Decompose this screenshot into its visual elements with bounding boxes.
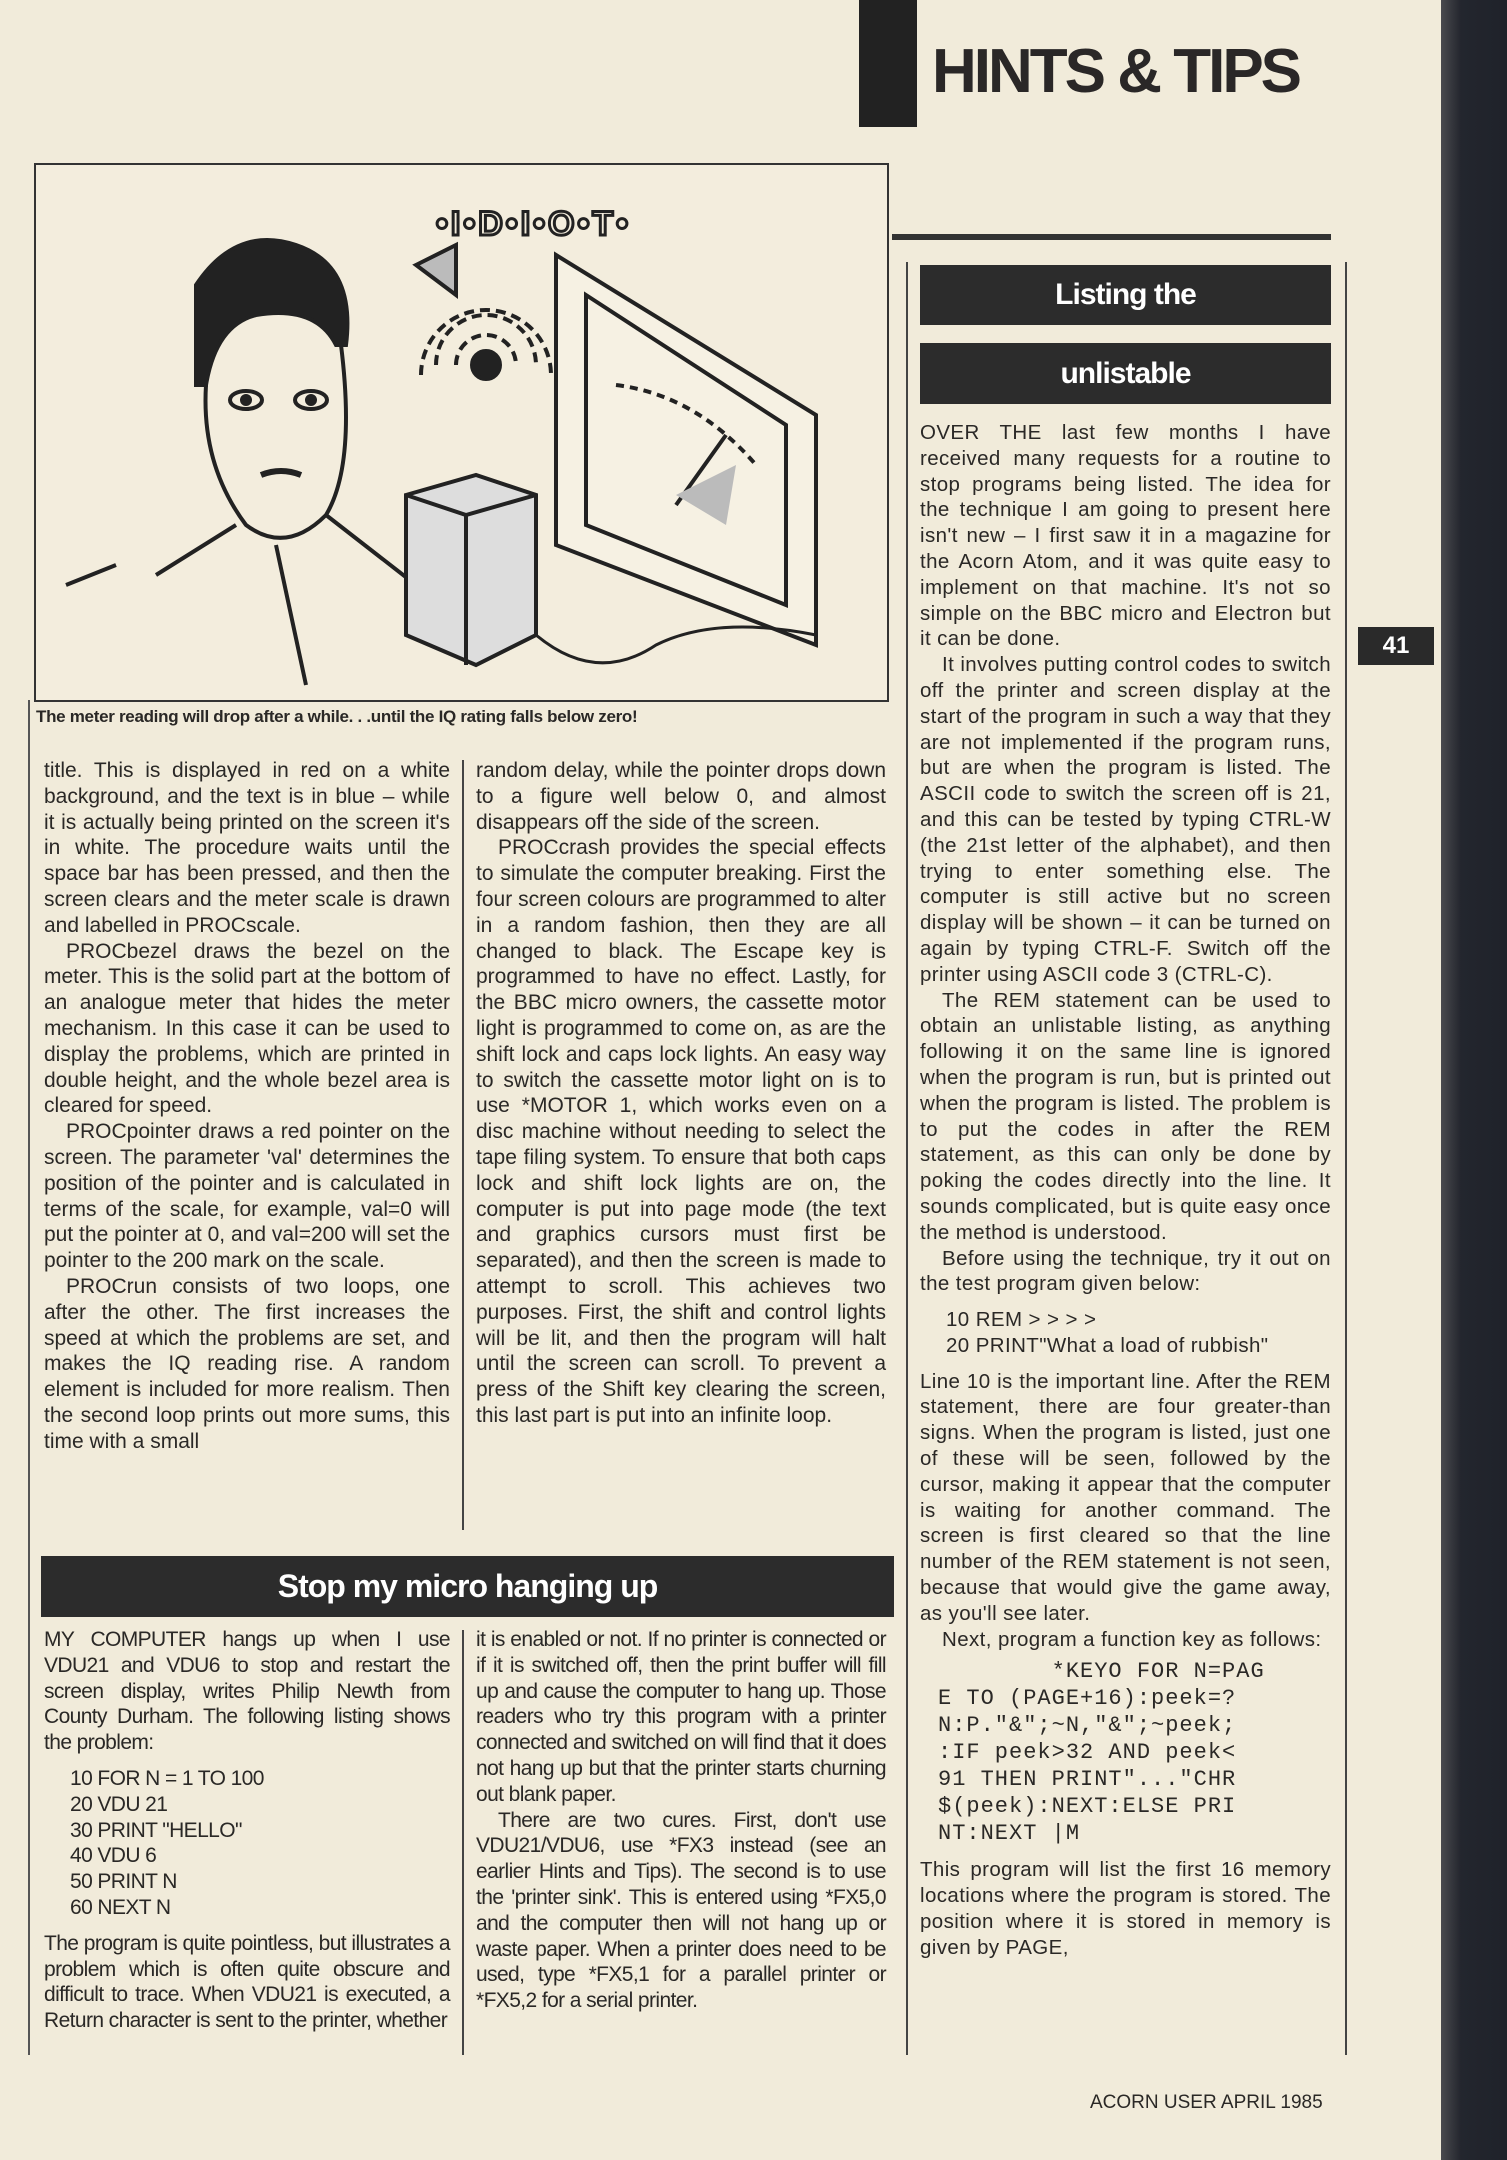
paragraph: PROCpointer draws a red pointer on the screen. The parameter 'val' determines the position of the pointer and is calculated in terms of the scale, for example, val=0 will put the pointer at 0, and val=200 will set the pointer to the 200 mark on the scale. bbox=[44, 1120, 450, 1273]
binding-edge bbox=[1441, 0, 1507, 2160]
listing-article-body bbox=[920, 420, 1331, 1961]
hanging-article-column-2 bbox=[476, 1627, 886, 2014]
code-line: 10 FOR N = 1 TO 100 bbox=[70, 1766, 264, 1790]
code-line: 20 VDU 21 bbox=[70, 1792, 168, 1816]
svg-text:•I•D•I•O•T•: •I•D•I•O•T• bbox=[436, 205, 632, 243]
code-line: 10 REM > > > > bbox=[946, 1308, 1097, 1332]
paragraph: It involves putting control codes to switch off the printer and screen display at the start of the program in such a way that they are not implemented if the program runs, but are when the program is listed. The ASCII code to switch the screen off is 21, and this can be tested by typing CTRL-W (the 21st letter of the alphabet), and then trying to enter something else. The computer is still active but no screen display will be shown – it can be turned on again by typing CTRL-F. Switch off the printer using ASCII code 3 (CTRL-C). bbox=[920, 653, 1331, 986]
code-listing bbox=[946, 1307, 1331, 1359]
code-line: 30 PRINT "HELLO" bbox=[70, 1818, 242, 1842]
column-divider bbox=[462, 760, 464, 1530]
code-line: 40 VDU 6 bbox=[70, 1844, 157, 1868]
paragraph: title. This is displayed in red on a white background, and the text is in blue – while it is actually being printed on the screen it's in white. The procedure waits until the space bar has been pressed, and then the screen clears and the meter scale is drawn and labelled in PROCscale. bbox=[44, 759, 450, 937]
paragraph: Next, program a function key as follows: bbox=[942, 1627, 1322, 1651]
illustration-caption: The meter reading will drop after a while. . .until the IQ rating falls below zero! bbox=[36, 707, 638, 726]
paragraph: The program is quite pointless, but illustrates a problem which is often quite obscure and difficult to trace. When VDU21 is executed, a Return character is sent to the printer, whether bbox=[44, 1931, 450, 2033]
code-line: 20 PRINT"What a load of rubbish" bbox=[946, 1333, 1269, 1357]
article-heading-line-1: Listing the bbox=[920, 265, 1331, 325]
paragraph: PROCrun consists of two loops, one after the other. The first increases the speed at which the problems are set, and makes the IQ reading rise. A random element is included for more realism. Then the second loop prints out more sums, this time with a small bbox=[44, 1274, 450, 1453]
hanging-article-column-1 bbox=[44, 1627, 450, 2034]
idiot-logo bbox=[436, 205, 631, 243]
article-heading-line-2: unlistable bbox=[920, 343, 1331, 404]
paragraph: PROCbezel draws the bezel on the meter. This is the solid part at the bottom of an analogue meter that hides the meter mechanism. In this case it can be used to display the problems, which are printed in double height, and the whole bezel area is cleared for speed. bbox=[44, 939, 450, 1118]
function-key-listing: *KEYO FOR N=PAG E TO (PAGE+16):peek=? N:P."&";~N,"&";~peek; :IF peek>32 AND peek< 91 THEN PRINT"..."CHR $(peek):NEXT:ELSE PRI NT:NEXT |M bbox=[938, 1659, 1265, 1847]
paragraph: MY COMPUTER hangs up when I use VDU21 and VDU6 to stop and restart the screen display, writes Philip Newth from County Durham. The following listing shows the problem: bbox=[44, 1628, 450, 1755]
paragraph: it is enabled or not. If no printer is connected or if it is switched off, then the print buffer will fill up and cause the computer to hang up. Those readers who try this program with a printer connected and switched on will find that it does not hang up but that the printer starts churning out blank paper. bbox=[476, 1628, 886, 1806]
page-number: 41 bbox=[1358, 627, 1434, 665]
page-footer: ACORN USER APRIL 1985 bbox=[1090, 2092, 1323, 2113]
code-line: 60 NEXT N bbox=[70, 1895, 171, 1919]
heading-rule bbox=[892, 234, 1331, 240]
paragraph: Line 10 is the important line. After the REM statement, there are four greater-than signs. When the program is listed, just one of these will be seen, followed by the cursor, making it appear that the computer is waiting for another command. The screen is first cleared so that the line number of the REM statement is not seen, because that would give the game away, as you'll see later. bbox=[920, 1369, 1331, 1625]
paragraph: PROCcrash provides the special effects to simulate the computer breaking. First the four screen colours are programmed to alter in a random fashion, then they are all changed to black. The Escape key is programmed to have no effect. Lastly, for the BBC micro owners, the cassette motor light is programmed to come on, as are the shift lock and caps lock lights. An easy way to switch the cassette motor light on is to use *MOTOR 1, which works even on a disc machine without needing to select the tape filing system. To ensure that both caps lock and shift lock lights are on, the computer is put into page mode (the text and graphics cursors must first be separated), and then the screen is made to attempt to scroll. This achieves two purposes. First, the shift and control lights will be lit, and then the program will halt until the screen can scroll. To prevent a press of the Shift key clearing the screen, this last part is put into an infinite loop. bbox=[476, 836, 886, 1427]
paragraph: This program will list the first 16 memory locations where the program is stored. The position where it is stored in memory is given by PAGE, bbox=[920, 1858, 1331, 1959]
column-rule bbox=[906, 262, 908, 2055]
paragraph: OVER THE last few months I have received many requests for a routine to stop programs being listed. The idea for the technique I am going to present here isn't new – I first saw it in a magazine for the Acorn Atom, and it was quite easy to implement on that machine. It's not so simple on the BBC micro and Electron but it can be done. bbox=[920, 421, 1331, 651]
illustration bbox=[34, 163, 889, 702]
header-bar bbox=[859, 0, 917, 127]
section-title: HINTS & TIPS bbox=[932, 37, 1300, 106]
article-continued-column-2 bbox=[476, 758, 886, 1429]
paragraph: Before using the technique, try it out on the test program given below: bbox=[920, 1246, 1331, 1296]
code-line: 50 PRINT N bbox=[70, 1870, 177, 1894]
article-heading: Stop my micro hanging up bbox=[41, 1556, 894, 1617]
article-continued-column-1 bbox=[44, 758, 450, 1455]
paragraph: There are two cures. First, don't use VDU21/VDU6, use *FX3 instead (see an earlier Hints and Tips). The second is to use the 'printer sink'. This is entered using *FX5,0 and the computer then will not hang up or waste paper. When a printer does need to be used, type *FX5,1 for a parallel printer or *FX5,2 for a serial printer. bbox=[476, 1808, 886, 2013]
idiot-meter-illustration bbox=[36, 165, 887, 700]
code-listing bbox=[70, 1766, 450, 1921]
column-rule bbox=[1345, 262, 1347, 2055]
paragraph: random delay, while the pointer drops down to a figure well below 0, and almost disappears off the side of the screen. bbox=[476, 759, 886, 834]
column-rule bbox=[28, 700, 30, 2055]
column-divider bbox=[462, 1630, 464, 2055]
paragraph: The REM statement can be used to obtain an unlistable listing, as anything following it on the same line is ignored when the program is run, but is printed out when the program is listed. The problem is to put the codes in after the REM statement, as this can only be done by poking the codes directly into the line. It sounds complicated, but is quite easy once the method is understood. bbox=[920, 988, 1331, 1244]
